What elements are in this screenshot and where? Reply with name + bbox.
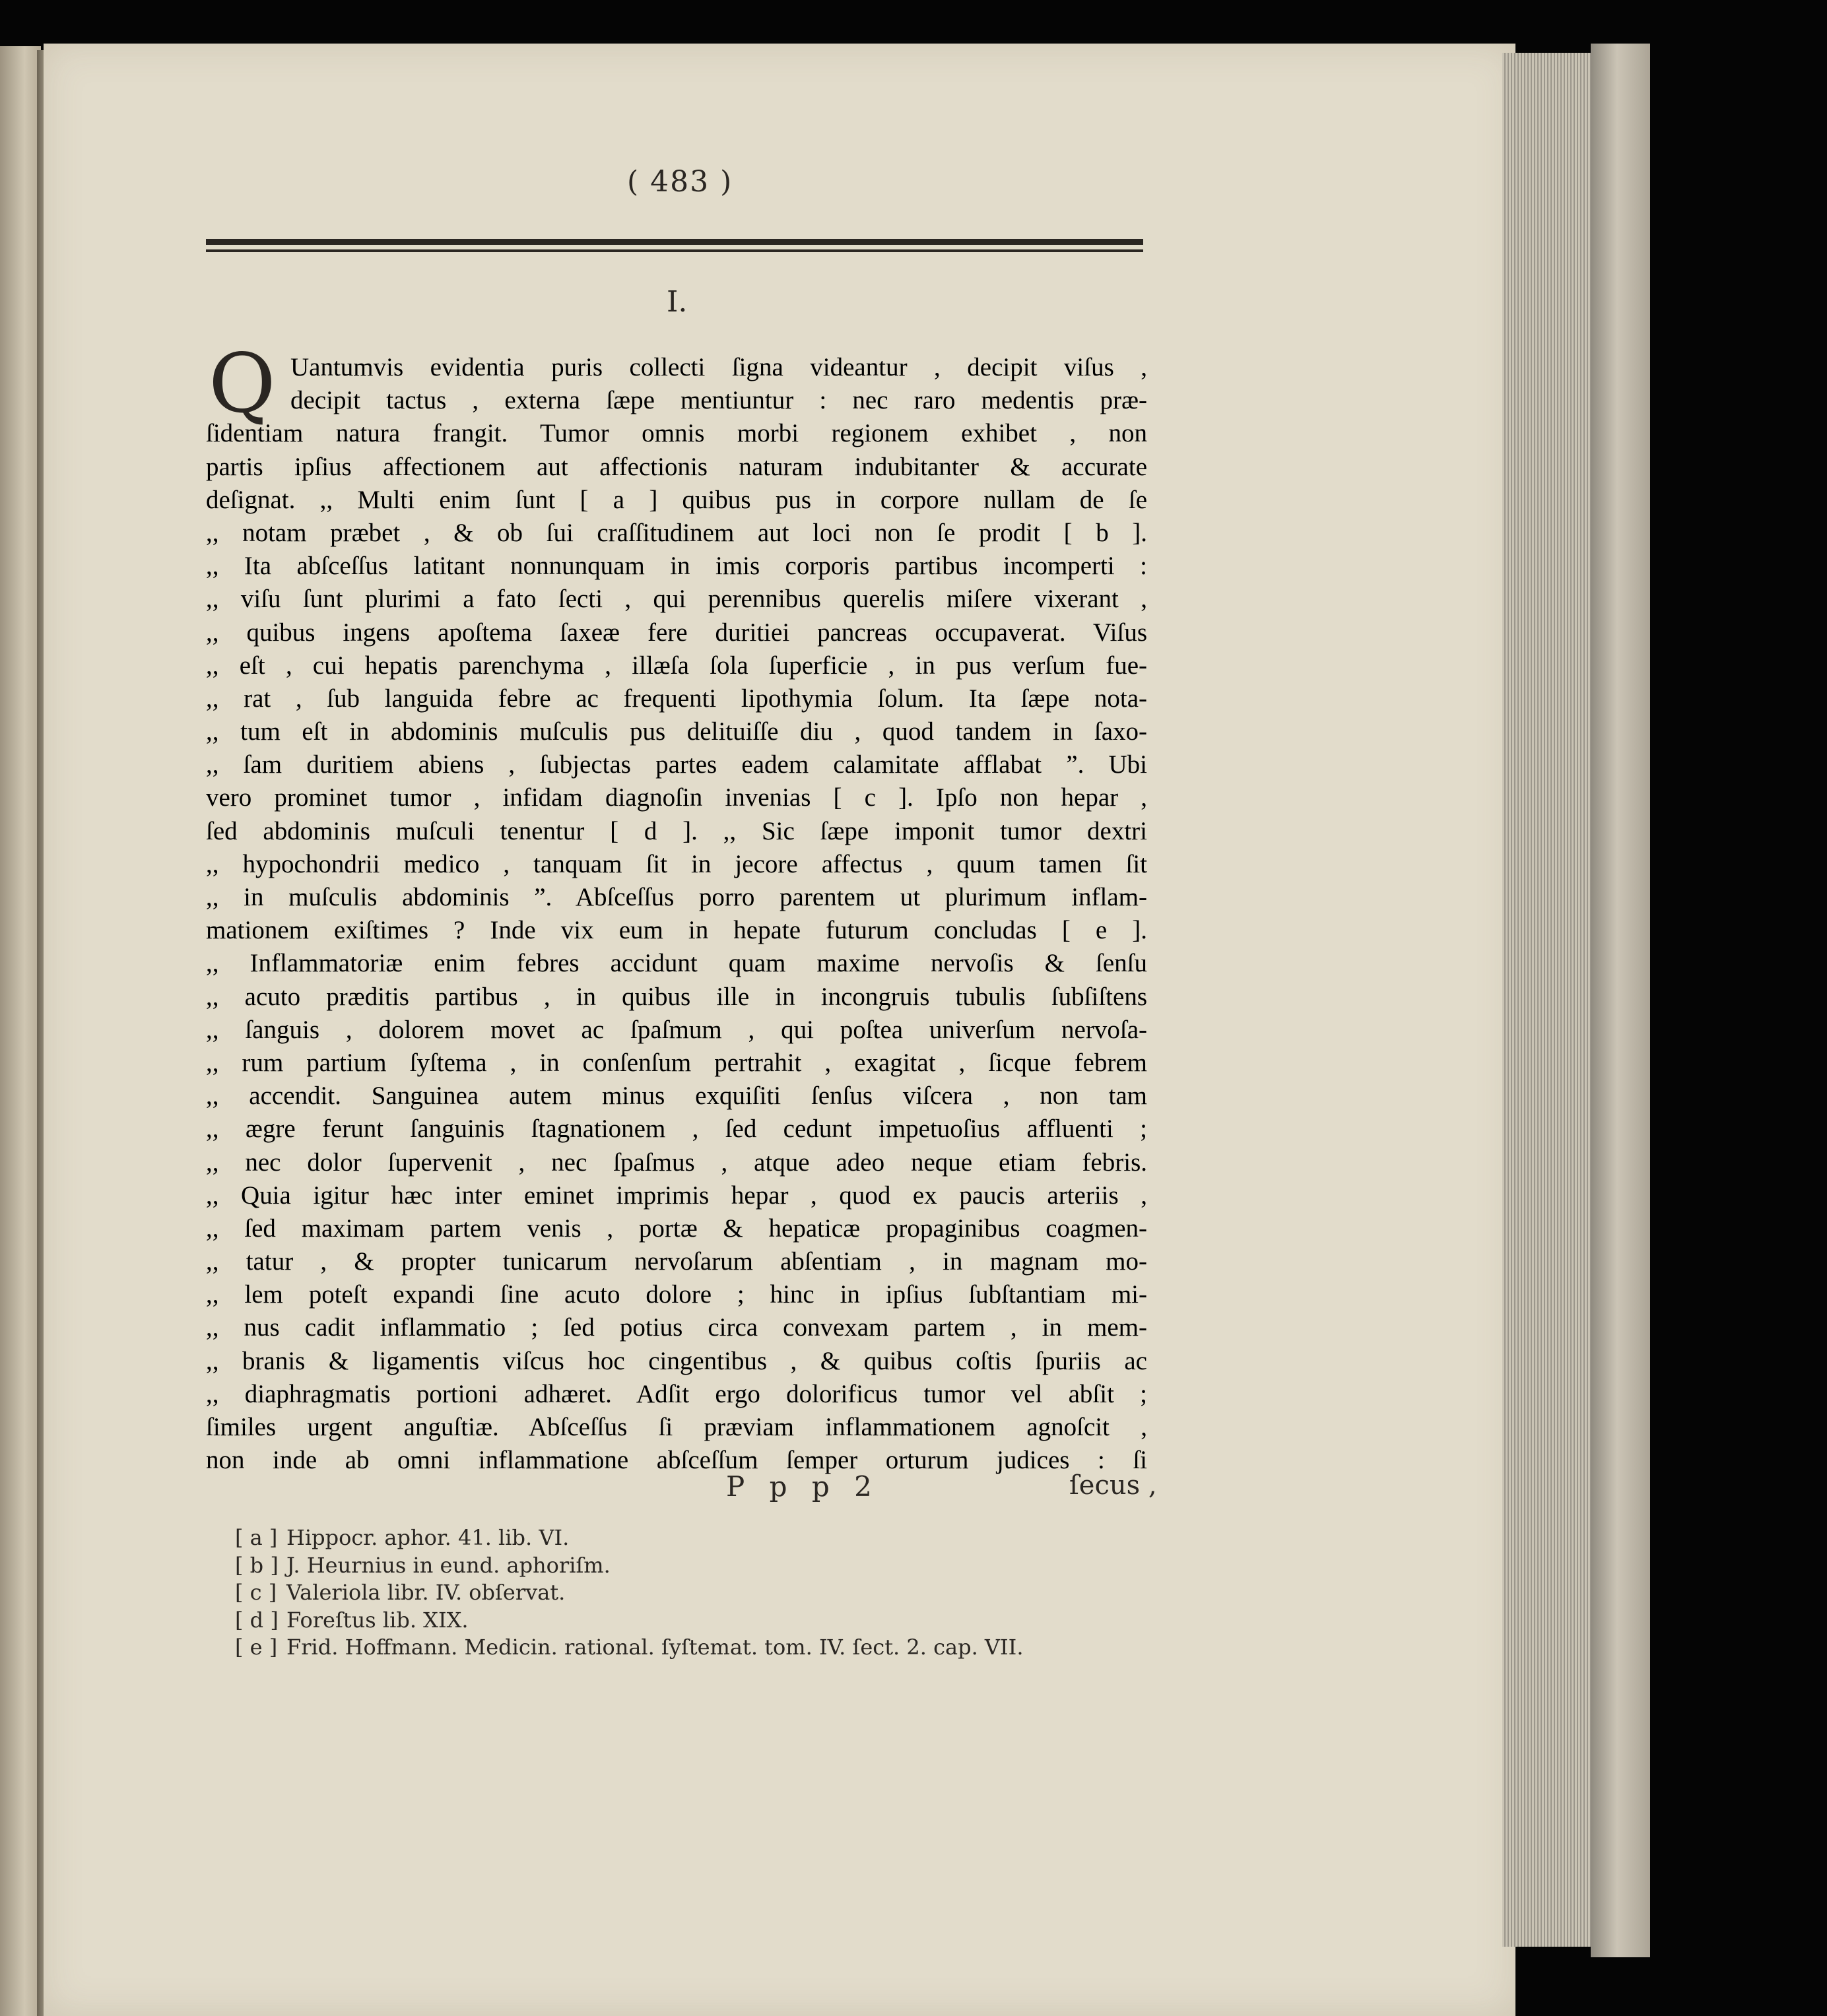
text-line: ,, viſu ſunt plurimi a fato ſecti , qui perennibus querelis miſere vixerant , <box>206 585 1147 614</box>
footnote <box>235 1552 1146 1580</box>
text-line: deſignat. ,, Multi enim ſunt [ a ] quibus pus in corpore nullam de ſe <box>206 485 1147 514</box>
footnote-text: J. Heurnius in eund. aphoriſm. <box>286 1552 611 1578</box>
footnote-mark: [ b ] <box>235 1552 279 1578</box>
text-line: ,, nus cadit inflammatio ; ſed potius circa convexam partem , in mem- <box>206 1313 1147 1342</box>
footnote <box>235 1607 1146 1635</box>
footnote-mark: [ d ] <box>235 1607 279 1633</box>
text-line: ,, in muſculis abdominis ”. Abſceſſus porro parentem ut plurimum inflam- <box>206 883 1147 911</box>
text-line: ſed abdominis muſculi tenentur [ d ]. ,, Sic ſæpe imponit tumor dextri <box>206 816 1147 845</box>
text-line: decipit tactus , externa ſæpe mentiuntur : nec raro medentis præ- <box>290 386 1147 415</box>
footnote-text: Foreſtus lib. XIX. <box>286 1607 469 1633</box>
header-rule-thin <box>206 249 1143 252</box>
text-line: vero prominet tumor , infidam diagnoſin invenias [ c ]. Ipſo non hepar , <box>206 783 1147 812</box>
footnote-text: Frid. Hoffmann. Medicin. rational. ſyſtemat. tom. IV. ſect. 2. cap. VII. <box>286 1635 1024 1660</box>
drop-cap: Q <box>209 337 276 432</box>
text-line: ,, Ita abſceſſus latitant nonnunquam in imis corporis partibus incomperti : <box>206 552 1147 581</box>
text-line: ,, ſanguis , dolorem movet ac ſpaſmum , qui poſtea univerſum nervoſa- <box>206 1015 1147 1044</box>
catchword: ſecus , <box>1069 1470 1157 1501</box>
text-line: ,, diaphragmatis portioni adhæret. Adſit ergo dolorificus tumor vel abſit ; <box>206 1379 1147 1408</box>
text-line: ,, ſam duritiem abiens , ſubjectas partes eadem calamitate afflabat ”. Ubi <box>206 750 1147 779</box>
text-line: non inde ab omni inflammatione abſceſſum ſemper orturum judices : ſi <box>206 1446 1147 1475</box>
text-line: mationem exiſtimes ? Inde vix eum in hepate futurum concludas [ e ]. <box>206 916 1147 945</box>
text-line: ,, notam præbet , & ob ſui craſſitudinem aut loci non ſe prodit [ b ]. <box>206 518 1147 547</box>
text-line: ,, tum eſt in abdominis muſculis pus delituiſſe diu , quod tandem in ſaxo- <box>206 717 1147 746</box>
footnote-mark: [ a ] <box>235 1525 278 1550</box>
body-text <box>206 351 1147 1477</box>
book-cover-edge <box>1591 44 1657 1957</box>
text-line: ,, rum partium ſyſtema , in conſenſum pertrahit , exagitat , ſicque febrem <box>206 1048 1147 1077</box>
text-line: Uantumvis evidentia puris collecti ſigna videantur , decipit viſus , <box>290 353 1147 381</box>
text-line: ,, tatur , & propter tunicarum nervoſarum abſentiam , in magnam mo- <box>206 1247 1147 1276</box>
section-number: I. <box>667 285 688 319</box>
footnote-text: Hippocr. aphor. 41. lib. VI. <box>286 1525 570 1550</box>
text-line: ,, branis & ligamentis viſcus hoc cingentibus , & quibus coſtis ſpuriis ac <box>206 1346 1147 1375</box>
footnote <box>235 1524 1146 1552</box>
footnotes <box>235 1524 1146 1662</box>
text-line: ,, hypochondrii medico , tanquam ſit in jecore affectus , quum tamen ſit <box>206 849 1147 878</box>
background <box>1650 44 1827 2016</box>
text-line: ,, eſt , cui hepatis parenchyma , illæſa ſola ſuperficie , in pus verſum fue- <box>206 651 1147 680</box>
text-line: ,, ægre ferunt ſanguinis ſtagnationem , ſed cedunt impetuoſius affluenti ; <box>206 1115 1147 1144</box>
text-line: ,, nec dolor ſupervenit , nec ſpaſmus , atque adeo neque etiam febris. <box>206 1148 1147 1177</box>
text-line: ,, Quia igitur hæc inter eminet imprimis hepar , quod ex paucis arteriis , <box>206 1181 1147 1210</box>
text-line: ,, Inflammatoriæ enim febres accidunt quam maxime nervoſis & ſenſu <box>206 949 1147 978</box>
footnote <box>235 1634 1146 1662</box>
facing-page-edge <box>0 46 41 2016</box>
text-line: ,, quibus ingens apoſtema ſaxeæ fere duritiei pancreas occupaverat. Viſus <box>206 618 1147 647</box>
page-number: ( 483 ) <box>627 165 733 199</box>
text-line: ,, accendit. Sanguinea autem minus exquiſiti ſenſus viſcera , non tam <box>206 1082 1147 1111</box>
page-stack-edges <box>1502 53 1601 1947</box>
footnote-mark: [ e ] <box>235 1635 278 1660</box>
text-line: ,, lem poteſt expandi ſine acuto dolore ; hinc in ipſius ſubſtantiam mi- <box>206 1280 1147 1309</box>
text-line: ,, ſed maximam partem venis , portæ & hepaticæ propaginibus coagmen- <box>206 1214 1147 1243</box>
text-line: partis ipſius affectionem aut affectionis naturam indubitanter & accurate <box>206 452 1147 481</box>
footnote <box>235 1579 1146 1607</box>
text-line: ſimiles urgent anguſtiæ. Abſceſſus ſi præviam inflammationem agnoſcit , <box>206 1413 1147 1441</box>
header-rule-thick <box>206 239 1143 245</box>
footnote-text: Valeriola libr. IV. obſervat. <box>286 1580 566 1605</box>
text-line: ,, rat , ſub languida febre ac frequenti lipothymia ſolum. Ita ſæpe nota- <box>206 684 1147 713</box>
text-line: ſidentiam natura frangit. Tumor omnis morbi regionem exhibet , non <box>206 419 1147 448</box>
text-line: ,, acuto præditis partibus , in quibus ille in incongruis tubulis ſubſiſtens <box>206 982 1147 1011</box>
footnote-mark: [ c ] <box>235 1580 277 1605</box>
signature-mark: P p p 2 <box>726 1470 880 1503</box>
